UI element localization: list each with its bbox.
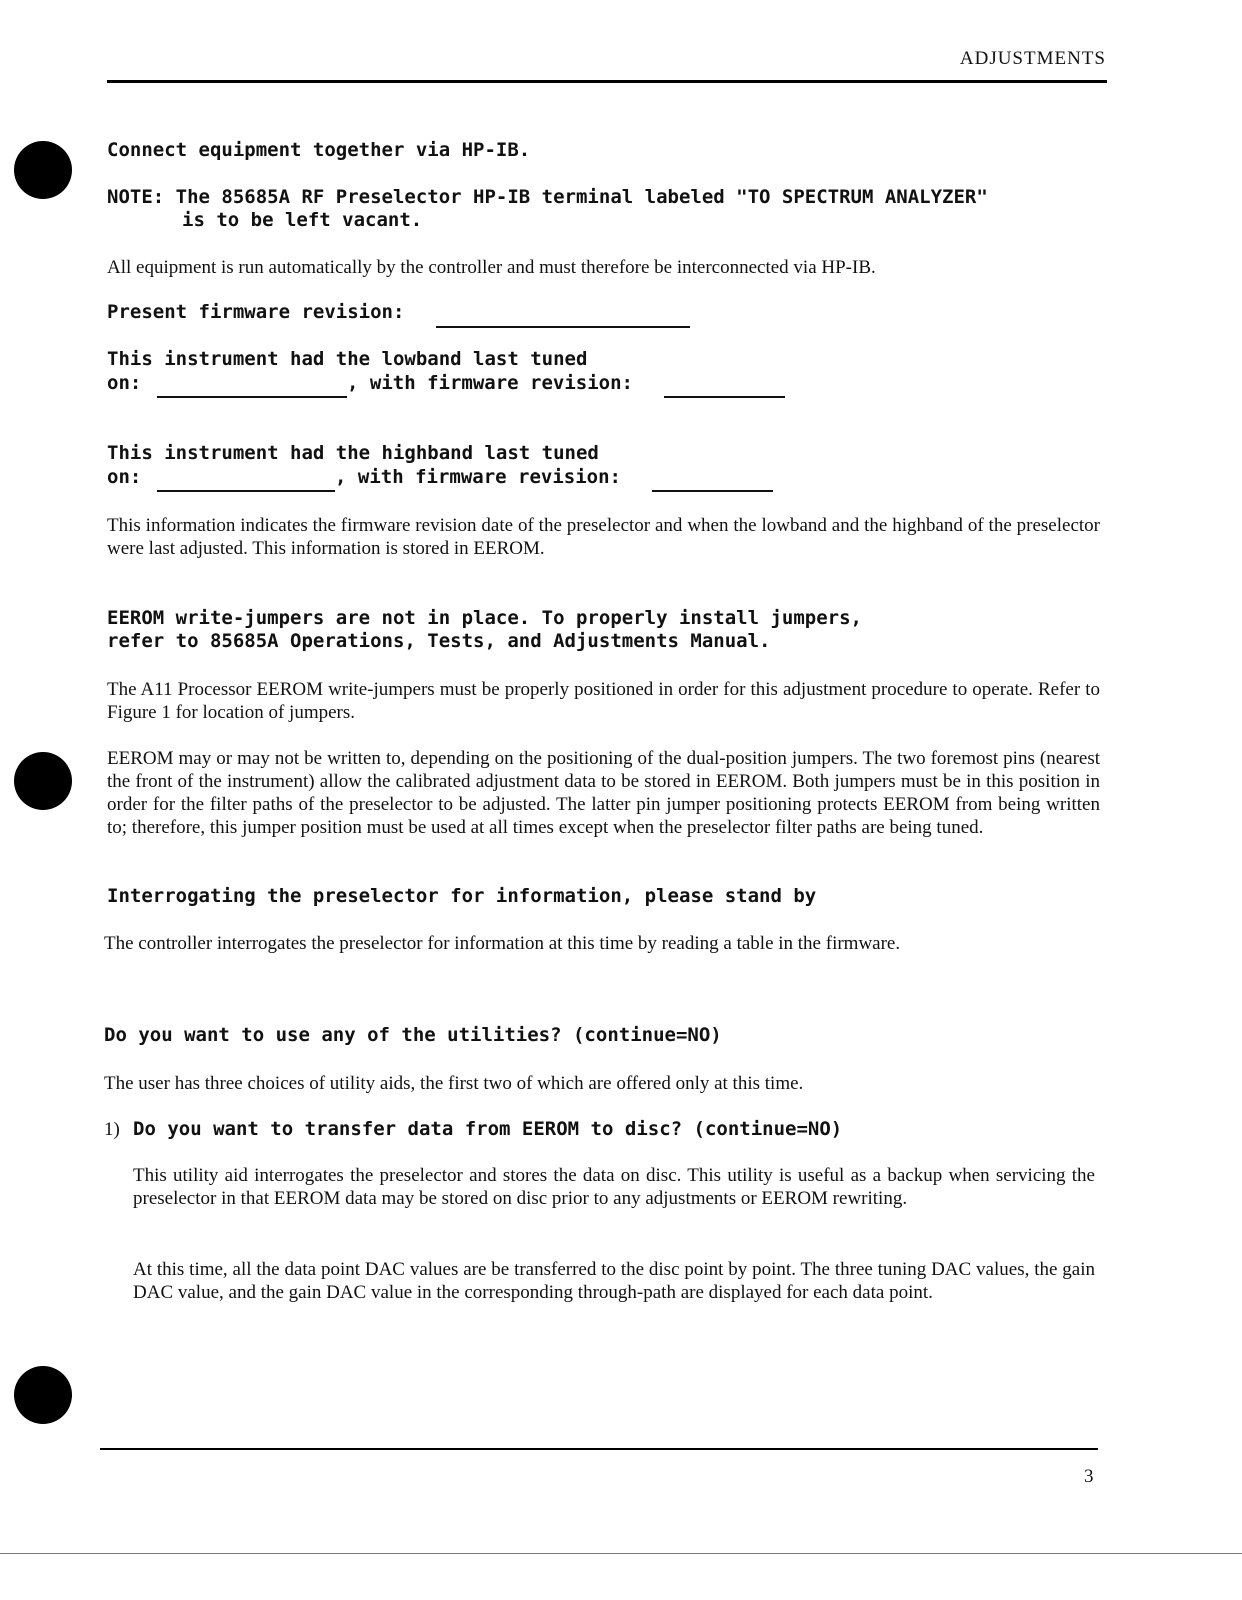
lowband-on-label: on: xyxy=(107,372,142,394)
binder-hole-top xyxy=(14,141,72,199)
eerom-warning-line-1: EEROM write-jumpers are not in place. To properly install jumpers, xyxy=(107,607,862,629)
header-rule xyxy=(107,80,1107,83)
highband-with-label: , with firmware revision: xyxy=(335,466,621,488)
binder-hole-bottom xyxy=(14,1366,72,1424)
firmware-info-paragraph: This information indicates the firmware revision date of the preselector and when the lowband and the highband of the preselector were last adjusted. This information is stored in EEROM. xyxy=(107,515,1100,559)
highband-on-label: on: xyxy=(107,466,142,488)
bottom-edge-rule xyxy=(0,1553,1242,1554)
transfer-prompt: Do you want to transfer data from EEROM to disc? (continue=NO) xyxy=(133,1118,843,1140)
note-line-1: NOTE: The 85685A RF Preselector HP-IB terminal labeled "TO SPECTRUM ANALYZER" xyxy=(107,186,988,208)
eerom-written-paragraph: EEROM may or may not be written to, depending on the positioning of the dual-position jumpers. The two foremost pins (nearest the front of the instrument) allow the calibrated adjustment data to be stored in EEROM. Both jumpers must be in this position in order for the filter paths of the preselector to be adjusted. The latter pin jumper positioning protects EEROM from being written to; therefore, this jumper position must be used at all times except when the preselector filter paths are being tuned. xyxy=(107,748,1100,838)
lowband-with-label: , with firmware revision: xyxy=(347,372,633,394)
transfer-item-number: 1) xyxy=(104,1119,120,1140)
choices-paragraph: The user has three choices of utility aids, the first two of which are offered only at this time. xyxy=(104,1073,804,1094)
utility-aid-paragraph: This utility aid interrogates the preselector and stores the data on disc. This utility is useful as a backup when servicing the preselector in that EEROM data may be stored on disc prior to any adjustments or EEROM rewriting. xyxy=(133,1165,1095,1209)
firmware-prompt: Present firmware revision: xyxy=(107,301,405,323)
interrogating-prompt: Interrogating the preselector for information, please stand by xyxy=(107,885,817,907)
highband-date-blank xyxy=(157,472,335,492)
binder-hole-middle xyxy=(14,752,72,810)
lowband-date-blank xyxy=(157,378,347,398)
highband-prompt: This instrument had the highband last tuned xyxy=(107,442,599,464)
highband-revision-blank xyxy=(652,472,773,492)
dac-values-paragraph: At this time, all the data point DAC values are be transferred to the disc point by point. The three tuning DAC values, the gain DAC value, and the gain DAC value in the corresponding through-path are displayed for each data point. xyxy=(133,1259,1095,1303)
controller-paragraph: The controller interrogates the preselector for information at this time by reading a table in the firmware. xyxy=(104,933,901,954)
note-line-2: is to be left vacant. xyxy=(182,209,423,231)
section-header: ADJUSTMENTS xyxy=(959,48,1106,69)
connect-prompt: Connect equipment together via HP-IB. xyxy=(107,139,531,161)
footer-rule xyxy=(100,1448,1098,1450)
eerom-warning-line-2: refer to 85685A Operations, Tests, and Adjustments Manual. xyxy=(107,630,771,652)
a11-paragraph: The A11 Processor EEROM write-jumpers must be properly positioned in order for this adjustment procedure to operate. Refer to Figure 1 for location of jumpers. xyxy=(107,679,1100,723)
lowband-revision-blank xyxy=(664,378,785,398)
lowband-prompt: This instrument had the lowband last tuned xyxy=(107,348,588,370)
hpib-paragraph: All equipment is run automatically by the controller and must therefore be interconnected via HP-IB. xyxy=(107,257,876,278)
utilities-prompt: Do you want to use any of the utilities? (continue=NO) xyxy=(104,1024,722,1046)
firmware-blank xyxy=(436,308,690,328)
page-number: 3 xyxy=(1084,1466,1094,1487)
